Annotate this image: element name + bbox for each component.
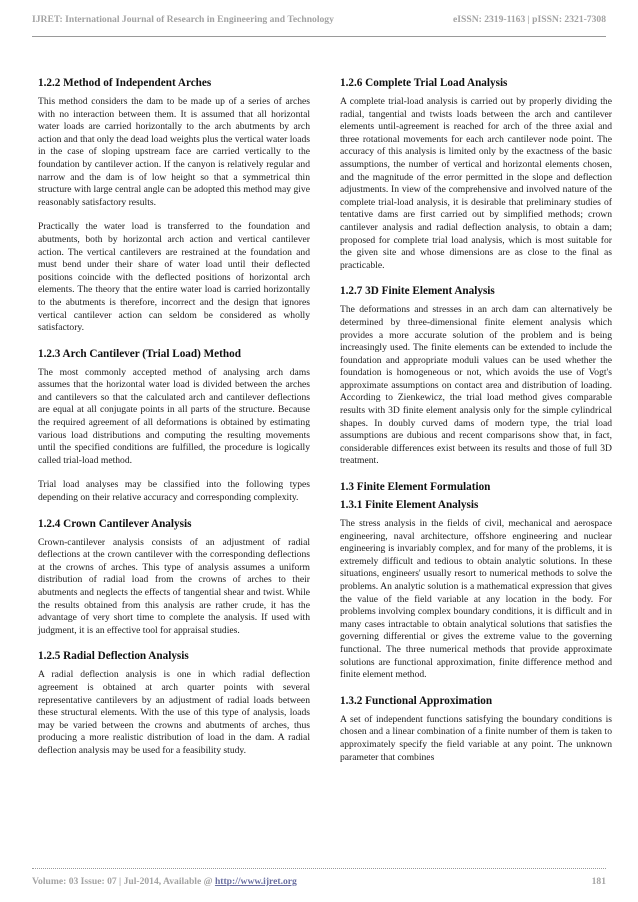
section xyxy=(38,649,310,757)
volume-text: Volume: 03 Issue: 07 | Jul-2014, Available @ xyxy=(32,876,215,887)
running-footer xyxy=(32,876,606,892)
running-header xyxy=(32,14,606,32)
body-paragraph: Practically the water load is transferred to the foundation and abutments, both by horizontal arch action and vertical cantilever action. The vertical cantilevers are restrained at the foundation and must bend under their share of water load until their deflected positions coincide with the deflected positions of horizontal arch elements. The theory that the entire water load is carried horizontally to the abutments is therefore, incorrect and the design that ignores vertical cantilever action can seldom be considered as wholly satisfactory. xyxy=(38,221,310,334)
section-heading: 1.3 Finite Element Formulation xyxy=(340,481,491,494)
body-paragraph: A set of independent functions satisfying the boundary conditions is chosen and a linear combination of a finite number of them is taken to approximately specify the field variable at any point. The unknown parameter that combines xyxy=(340,713,612,763)
body-paragraph: The stress analysis in the fields of civil, mechanical and aerospace engineering, naval architecture, offshore engineering and nuclear engineering is invariably complex, and for many of the problems, it is extremely difficult and tedious to obtain analytic solutions. In these situations, engineers' usually resort to numerical methods to solve the problems. An analytic solution is a mathematical expression that gives the value of the field variable at any location in the body. For problems involving complex boundary conditions, it is difficult and in many cases intractable to obtain analytical solutions that satisfies the governing differential or gives the extreme value to the governing functional. The three numerical methods that provide approximate solutions are functional approximation, finite difference method and finite element method. xyxy=(340,518,612,681)
body-paragraph: A complete trial-load analysis is carried out by properly dividing the radial, tangential and twists loads between the arch and cantilever elements until-agreement is reached for arch of the three axial and three rotational movements for each arch cantilever node point. The accuracy of this analysis is limited only by the exactness of the basic assumptions, the number of vertical and horizontal elements chosen, and the magnitude of the error permitted in the slope and deflection adjustments. In view of the comprehensive and involved nature of the complete trial-load analysis, it is desirable that preliminary studies of tentative dams are first carried out by simplified methods; crown cantilever analysis and radial deflection analysis, to obtain a dam; proposed for complete trial load analysis, which is most suitable for the given site and whose dimensions are as close to the final as practicable. xyxy=(340,96,612,271)
section xyxy=(340,284,612,468)
section-heading: 1.3.1 Finite Element Analysis xyxy=(340,499,479,512)
section-heading: 1.2.7 3D Finite Element Analysis xyxy=(340,285,495,298)
section xyxy=(340,480,612,494)
journal-link[interactable]: http://www.ijret.org xyxy=(214,876,297,887)
body-paragraph: Trial load analyses may be classified into the following types depending on their relative accuracy and corresponding complexity. xyxy=(38,479,310,504)
issn-label: eISSN: 2319-1163 | pISSN: 2321-7308 xyxy=(453,14,606,25)
section xyxy=(340,694,612,764)
section-heading: 1.2.3 Arch Cantilever (Trial Load) Method xyxy=(38,347,241,360)
section-heading: 1.2.2 Method of Independent Arches xyxy=(38,77,212,89)
body-paragraph: This method considers the dam to be made up of a series of arches with no interaction between them. It is assumed that all horizontal water loads are carried horizontally to the arch abutments by arch action and that only the dead load weights plus the vertical water loads in the case of sloping upstream face are carried vertically to the foundation by cantilever action. If the canyon is relatively regular and narrow and the dam is of low height so that a symmetrical thin structure with large central angle can be adopted this method may give reasonably satisfactory results. xyxy=(38,96,310,208)
section xyxy=(340,498,612,682)
header-rule xyxy=(32,36,606,37)
volume-info xyxy=(32,876,297,887)
body-paragraph: Crown-cantilever analysis consists of an adjustment of radial deflections at the crown cantilever with the corresponding deflections at the crowns of arches. This type of analysis assumes a uniform distribution of radial load from the crowns of arches to their abutments and neglects the effects of tangential shear and twist. While the results obtained from this analysis are rather crude, it has the advantage of very short time to complete the analysis. If used with judgment, it is an effective tool for appraisal studies. xyxy=(38,536,310,636)
section-heading: 1.2.5 Radial Deflection Analysis xyxy=(38,650,189,663)
journal-name: IJRET: International Journal of Research in Engineering and Technology xyxy=(32,14,334,25)
left-column xyxy=(38,76,310,770)
body-paragraph: The most commonly accepted method of analysing arch dams assumes that the horizontal water load is divided between the arches and cantilevers so that the calculated arch and cantilever deflections are equal at all conjugate points in all parts of the structure. Because the required agreement of all deformations is obtained by estimating various load distributions and computing the resulting movements until the specified conditions are fulfilled, the procedure is logically called trial-load method. xyxy=(38,366,310,466)
footer-rule xyxy=(32,868,606,869)
body-paragraph: The deformations and stresses in an arch dam can alternatively be determined by three-dimensional finite element analysis which provides a more accurate solution of the problem and is being increasingly used. The finite elements can be extended to include the foundation and appropriate moduli values can be used whether the foundation is homogeneous or not, which avoids the use of Vogt's approximate assumptions on contact area and distribution of loading. According to Zienkewicz, the trial load method gives comparable results with 3D finite element analysis only for the simple cylindrical shapes. In doubly curved dams of modern type, the trial load assumptions are dubious and recent comparisons show that, in fact, considerable differences exist between its results and those of full 3D treatment. xyxy=(340,304,612,467)
section-heading: 1.2.4 Crown Cantilever Analysis xyxy=(38,517,192,530)
page-number: 181 xyxy=(591,876,606,887)
section xyxy=(38,76,310,335)
body-paragraph: A radial deflection analysis is one in which radial deflection agreement is obtained at arch quarter points with several representative cantilevers by an adjustment of radial loads between these structural elements. With the use of this type of analysis, loads may be varied between the crowns and abutments of arches, thus producing a more realistic distribution of load in the dam. A radial deflection analysis may be used for a feasibility study. xyxy=(38,669,310,756)
section-heading: 1.3.2 Functional Approximation xyxy=(340,694,493,707)
section xyxy=(38,517,310,638)
right-column xyxy=(340,76,612,776)
section xyxy=(340,76,612,272)
section-heading: 1.2.6 Complete Trial Load Analysis xyxy=(340,77,508,89)
section xyxy=(38,347,310,505)
